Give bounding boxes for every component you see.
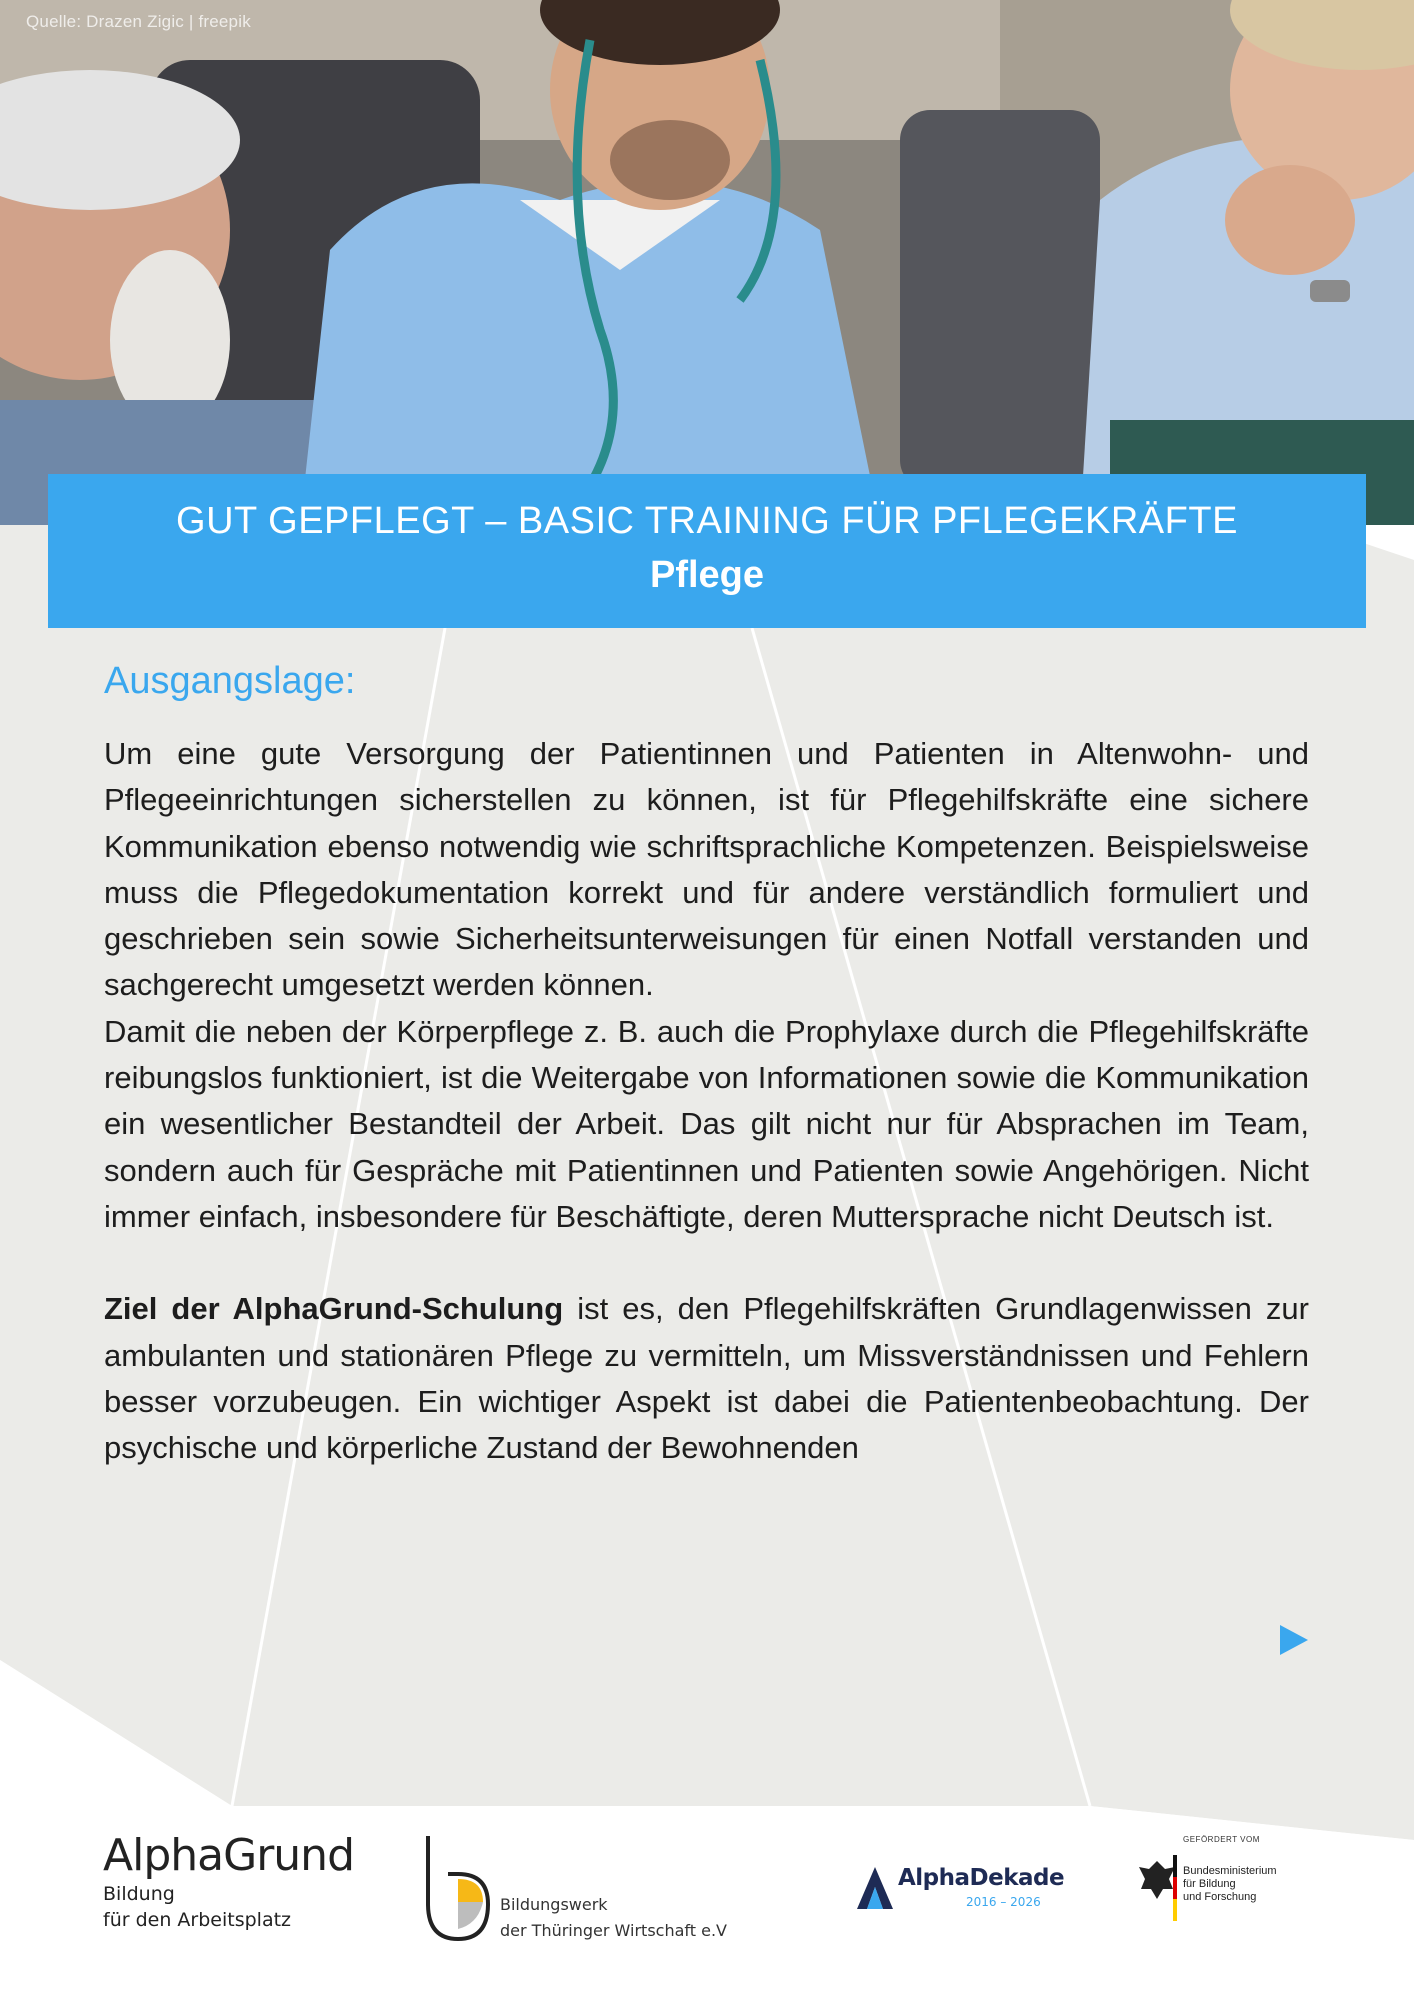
bmbf-name: [1183, 1865, 1277, 1904]
photo-credit: Quelle: Drazen Zigic | freepik: [26, 12, 251, 31]
alphadekade-icon: [856, 1865, 894, 1911]
bmbf-line-3: und Forschung: [1183, 1891, 1257, 1903]
paragraph-3: [104, 1286, 1309, 1471]
federal-eagle-icon: [1135, 1855, 1179, 1955]
bmbf-line-2: für Bildung: [1183, 1878, 1236, 1890]
bildungswerk-line-1: Bildungswerk: [500, 1895, 608, 1914]
banner-subtitle: Pflege: [649, 554, 765, 596]
bmbf-line-1: Bundesministerium: [1183, 1865, 1277, 1877]
bmbf-logo: [1135, 1835, 1295, 1945]
bildungswerk-icon: [418, 1834, 498, 1944]
alphadekade-wordmark: AlphaDekade: [898, 1865, 1065, 1891]
paragraph-3-text: ist es, den Pflegehilfskräften Grundlagenwissen zur ambulanten und stationären Pflege zu vermitteln, um Missverständnissen und Fehlern besser vorzubeugen. Ein wichtiger Aspekt ist dabei die Patientenbeobachtung. Der psychische und körperliche Zustand der Bewohnenden: [104, 1291, 1309, 1466]
bildungswerk-line-2: der Thüringer Wirtschaft e.V: [500, 1921, 727, 1940]
paragraph-1: Um eine gute Versorgung der Patientinnen und Patienten in Altenwohn- und Pflegeeinrichtungen sicherstellen zu können, ist für Pflegehilfskräfte eine sichere Kommunikation ebenso notwendig wie schriftsprachliche Kompetenzen. Beispielsweise muss die Pflegedokumentation korrekt und für andere verständlich formuliert und geschrieben sein sowie Sicherheitsunterweisungen für einen Notfall verstanden und sachgerecht umgesetzt werden können.: [104, 736, 1309, 1003]
paragraph-2: Damit die neben der Körperpflege z. B. auch die Prophylaxe durch die Pflegehilfskräfte reibungslos funktioniert, ist die Weitergabe von Informationen sowie die Kommunikation ein wesentlicher Bestandteil der Arbeit. Das gilt nicht nur für Absprachen im Team, sondern auch für Gespräche mit Patientinnen und Patienten sowie Angehörigen. Nicht immer einfach, insbesondere für Beschäftigte, deren Muttersprache nicht Deutsch ist.: [104, 1013, 1309, 1234]
alphagrund-wordmark: AlphaGrund: [103, 1830, 354, 1881]
title-banner: [48, 474, 1366, 628]
section-title: Ausgangslage:: [104, 660, 356, 702]
bildungswerk-logo: [418, 1834, 748, 1944]
banner-title: GUT GEPFLEGT – BASIC TRAINING FÜR PFLEGEKRÄFTE: [176, 500, 1238, 542]
paragraph-spacer: [104, 1240, 1309, 1286]
alphagrund-line-2: für den Arbeitsplatz: [103, 1909, 292, 1931]
alphadekade-years: 2016 – 2026: [966, 1895, 1041, 1909]
alphagrund-line-1: Bildung: [103, 1883, 175, 1905]
main-content: [104, 660, 1309, 1471]
alphagrund-logo: [103, 1830, 354, 1933]
play-triangle-icon[interactable]: [1280, 1625, 1308, 1655]
bildungswerk-text: [500, 1892, 727, 1944]
paragraph-3-bold: Ziel der AlphaGrund-Schulung: [104, 1291, 564, 1327]
alphadekade-logo: [856, 1865, 1065, 1915]
bmbf-funded-by: GEFÖRDERT VOM: [1183, 1835, 1260, 1844]
